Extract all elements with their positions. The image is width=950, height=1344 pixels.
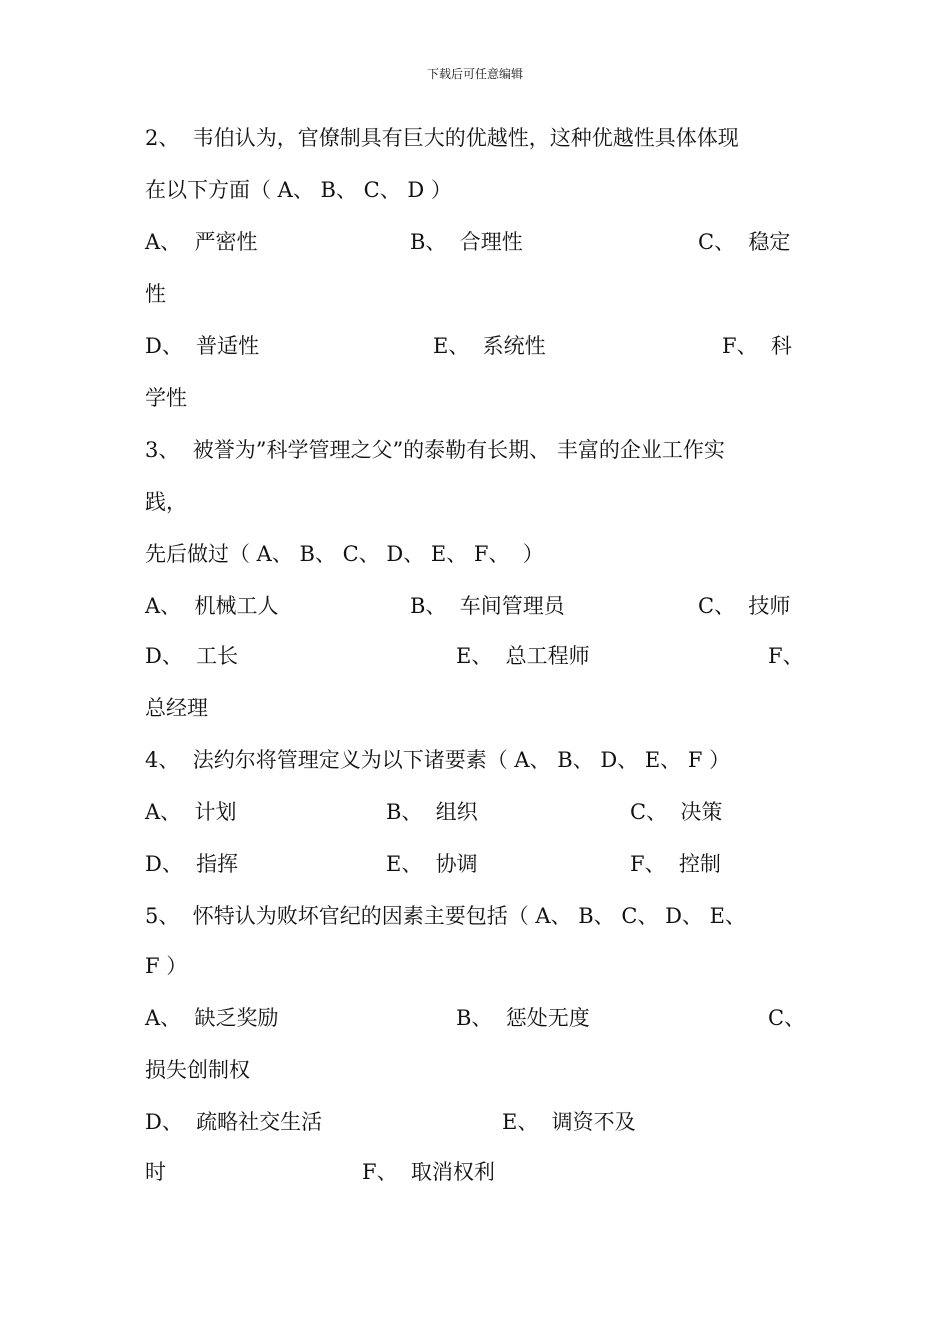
text-segment: D、 指挥 bbox=[145, 852, 239, 876]
text-segment: F、 bbox=[768, 644, 804, 668]
text-line bbox=[0, 227, 950, 257]
text-segment: 3、 被誉为”科学管理之父”的泰勒有长期、 丰富的企业工作实 bbox=[145, 438, 725, 462]
text-segment: 2、 韦伯认为，官僚制具有巨大的优越性，这种优越性具体体现 bbox=[145, 126, 739, 150]
text-segment: 总经理 bbox=[145, 696, 208, 720]
text-segment: 4、 法约尔将管理定义为以下诸要素（ A、 B、 D、 E、 F ） bbox=[145, 748, 731, 772]
text-segment: D、 工长 bbox=[145, 644, 239, 668]
text-line bbox=[0, 641, 950, 671]
text-segment: A、 计划 bbox=[145, 800, 237, 824]
text-segment: 损失创制权 bbox=[145, 1058, 250, 1082]
text-segment: 时 bbox=[145, 1160, 166, 1184]
text-segment: B、 车间管理员 bbox=[410, 594, 565, 618]
text-line bbox=[0, 745, 950, 775]
text-line bbox=[0, 1157, 950, 1187]
text-line bbox=[0, 435, 950, 465]
text-segment: 5、 怀特认为败坏官纪的因素主要包括（ A、 B、 C、 D、 E、 bbox=[145, 904, 746, 928]
text-line bbox=[0, 1003, 950, 1033]
text-segment: A、 缺乏奖励 bbox=[145, 1006, 279, 1030]
text-line bbox=[0, 951, 950, 981]
text-segment: C、 决策 bbox=[630, 800, 723, 824]
text-segment: B、 合理性 bbox=[410, 230, 523, 254]
text-segment: 性 bbox=[145, 282, 166, 306]
text-segment: C、 技师 bbox=[698, 594, 791, 618]
text-segment: C、 稳定 bbox=[698, 230, 791, 254]
text-segment: 践， bbox=[145, 490, 187, 514]
text-line bbox=[0, 331, 950, 361]
text-line bbox=[0, 1107, 950, 1137]
text-segment: D、 普适性 bbox=[145, 334, 260, 358]
text-segment: A、 严密性 bbox=[145, 230, 258, 254]
text-line bbox=[0, 849, 950, 879]
text-segment: 先后做过（ A、 B、 C、 D、 E、 F、 ） bbox=[145, 542, 544, 566]
text-line bbox=[0, 383, 950, 413]
text-segment: F、 取消权利 bbox=[362, 1160, 495, 1184]
text-line bbox=[0, 123, 950, 153]
text-segment: E、 系统性 bbox=[433, 334, 546, 358]
text-line bbox=[0, 175, 950, 205]
text-line bbox=[0, 279, 950, 309]
text-segment: F、 科 bbox=[722, 334, 792, 358]
text-line bbox=[0, 693, 950, 723]
text-line bbox=[0, 591, 950, 621]
text-segment: E、 协调 bbox=[386, 852, 478, 876]
text-line bbox=[0, 901, 950, 931]
text-line bbox=[0, 1055, 950, 1085]
text-segment: B、 惩处无度 bbox=[456, 1006, 590, 1030]
text-segment: B、 组织 bbox=[386, 800, 478, 824]
text-line bbox=[0, 487, 950, 517]
text-line bbox=[0, 539, 950, 569]
text-segment: F ） bbox=[145, 954, 188, 978]
text-line bbox=[0, 797, 950, 827]
text-segment: 在以下方面（ A、 B、 C、 D ） bbox=[145, 178, 452, 202]
text-segment: E、 调资不及 bbox=[502, 1110, 636, 1134]
text-segment: D、 疏略社交生活 bbox=[145, 1110, 323, 1134]
text-segment: F、 控制 bbox=[630, 852, 721, 876]
text-segment: E、 总工程师 bbox=[456, 644, 590, 668]
text-segment: 学性 bbox=[145, 386, 187, 410]
text-segment: C、 bbox=[768, 1006, 806, 1030]
page-header: 下载后可任意编辑 bbox=[426, 67, 523, 81]
text-segment: A、 机械工人 bbox=[145, 594, 279, 618]
